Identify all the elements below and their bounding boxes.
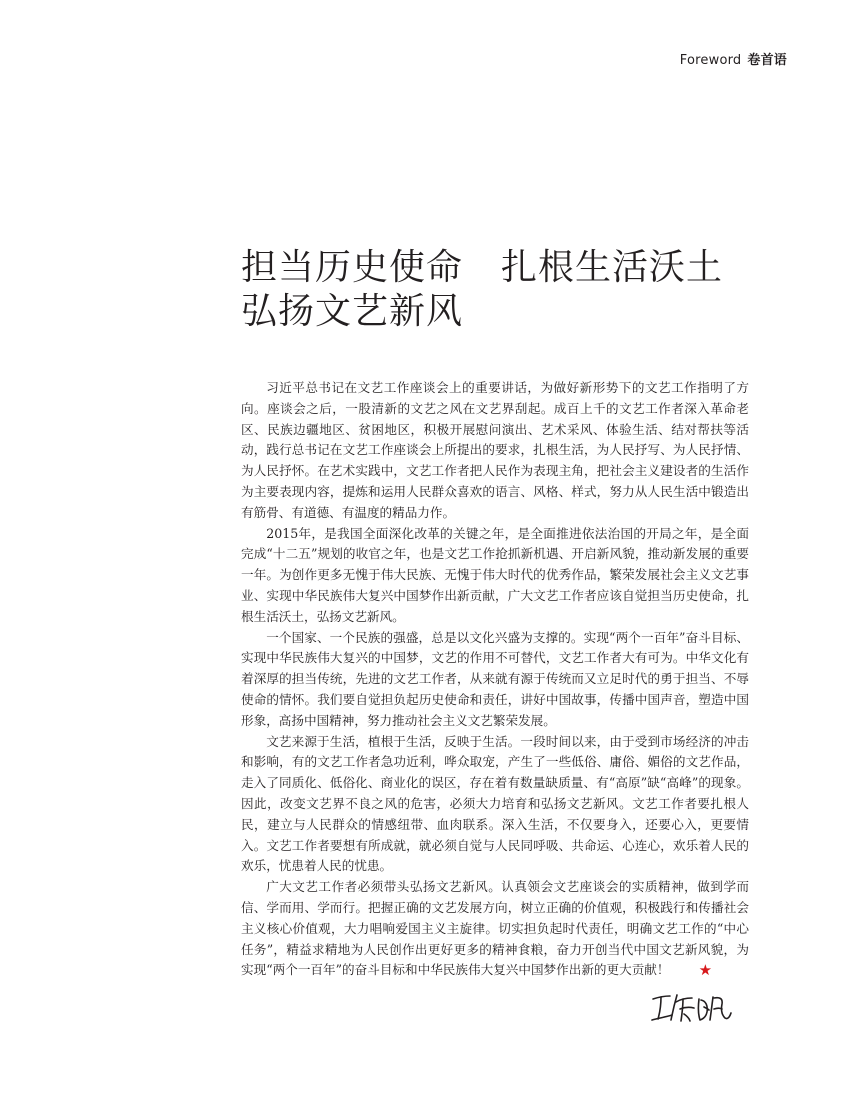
- title-line-1: [241, 246, 801, 290]
- section-label-cn: 卷首语: [747, 53, 787, 68]
- section-label-en: Foreword: [679, 53, 742, 68]
- paragraph-2: 2015年，是我国全面深化改革的关键之年，是全面推进依法治国的开局之年，是全面完成“十二五”规划的收官之年，也是文艺工作抢抓新机遇、开启新风貌，推动新发展的重要一年。为创作更多无愧于伟大民族、无愧于伟大时代的优秀作品，繁荣发展社会主义文艺事业、实现中华民族伟大复兴中国梦作出新贡献，广大文艺工作者应该自觉担当历史使命，扎根生活沃土，弘扬文艺新风。: [241, 525, 749, 624]
- signature-icon: [650, 990, 732, 1026]
- title-part-1: 担当历史使命: [241, 247, 464, 288]
- paragraph-1: 习近平总书记在文艺工作座谈会上的重要讲话，为做好新形势下的文艺工作指明了方向。座谈会之后，一股清新的文艺之风在文艺界刮起。成百上千的文艺工作者深入革命老区、民族边疆地区、贫困地区，积极开展慰问演出、艺术采风、体验生活、结对帮扶等活动，践行总书记在文艺工作座谈会上所提出的要求，扎根生活，为人民抒写、为人民抒情、为人民抒怀。在艺术实践中，文艺工作者把人民作为表现主角，把社会主义建设者的生活作为主要表现内容，提炼和运用人民群众喜欢的语言、风格、样式，努力从人民生活中锻造出有筋骨、有道德、有温度的精品力作。: [241, 380, 749, 520]
- paragraph-5: [241, 877, 749, 981]
- article-body: [241, 378, 749, 981]
- title-line-2: 弘扬文艺新风: [241, 291, 464, 332]
- section-label: [680, 49, 787, 68]
- red-star-icon: ★: [698, 961, 713, 980]
- article-title: [241, 246, 801, 334]
- paragraph-3: 一个国家、一个民族的强盛，总是以文化兴盛为支撑的。实现“两个一百年”奋斗目标、实现中华民族伟大复兴的中国梦，文艺的作用不可替代，文艺工作者大有可为。中华文化有着深厚的担当传统，先进的文艺工作者，从来就有源于传统而又立足时代的勇于担当、不辱使命的情怀。我们要自觉担负起历史使命和责任，讲好中国故事，传播中国声音，塑造中国形象，高扬中国精神，努力推动社会主义文艺繁荣发展。: [241, 629, 749, 728]
- paragraph-5-text: 广大文艺工作者必须带头弘扬文艺新风。认真领会文艺座谈会的实质精神，做到学而信、学而用、学而行。把握正确的文艺发展方向，树立正确的价值观，积极践行和传播社会主义核心价值观，大力唱响爱国主义主旋律。切实担负起时代责任，明确文艺工作的“中心任务”，精益求精地为人民创作出更好更多的精神食粮，奋力开创当代中国文艺新风貌，为实现“两个一百年”的奋斗目标和中华民族伟大复兴中国梦作出新的更大贡献！: [241, 879, 749, 978]
- paragraph-4: 文艺来源于生活，植根于生活，反映于生活。一段时间以来，由于受到市场经济的冲击和影响，有的文艺工作者急功近利，哗众取宠，产生了一些低俗、庸俗、媚俗的文艺作品，走入了同质化、低俗化、商业化的误区，存在着有数量缺质量、有“高原”缺“高峰”的现象。因此，改变文艺界不良之风的危害，必须大力培育和弘扬文艺新风。文艺工作者要扎根人民，建立与人民群众的情感纽带、血肉联系。深入生活，不仅要身入，还要心入，更要情入。文艺工作者要想有所成就，就必须自觉与人民同呼吸、共命运、心连心，欢乐着人民的欢乐，忧患着人民的忧患。: [241, 733, 749, 874]
- title-part-2: 扎根生活沃土: [501, 247, 724, 288]
